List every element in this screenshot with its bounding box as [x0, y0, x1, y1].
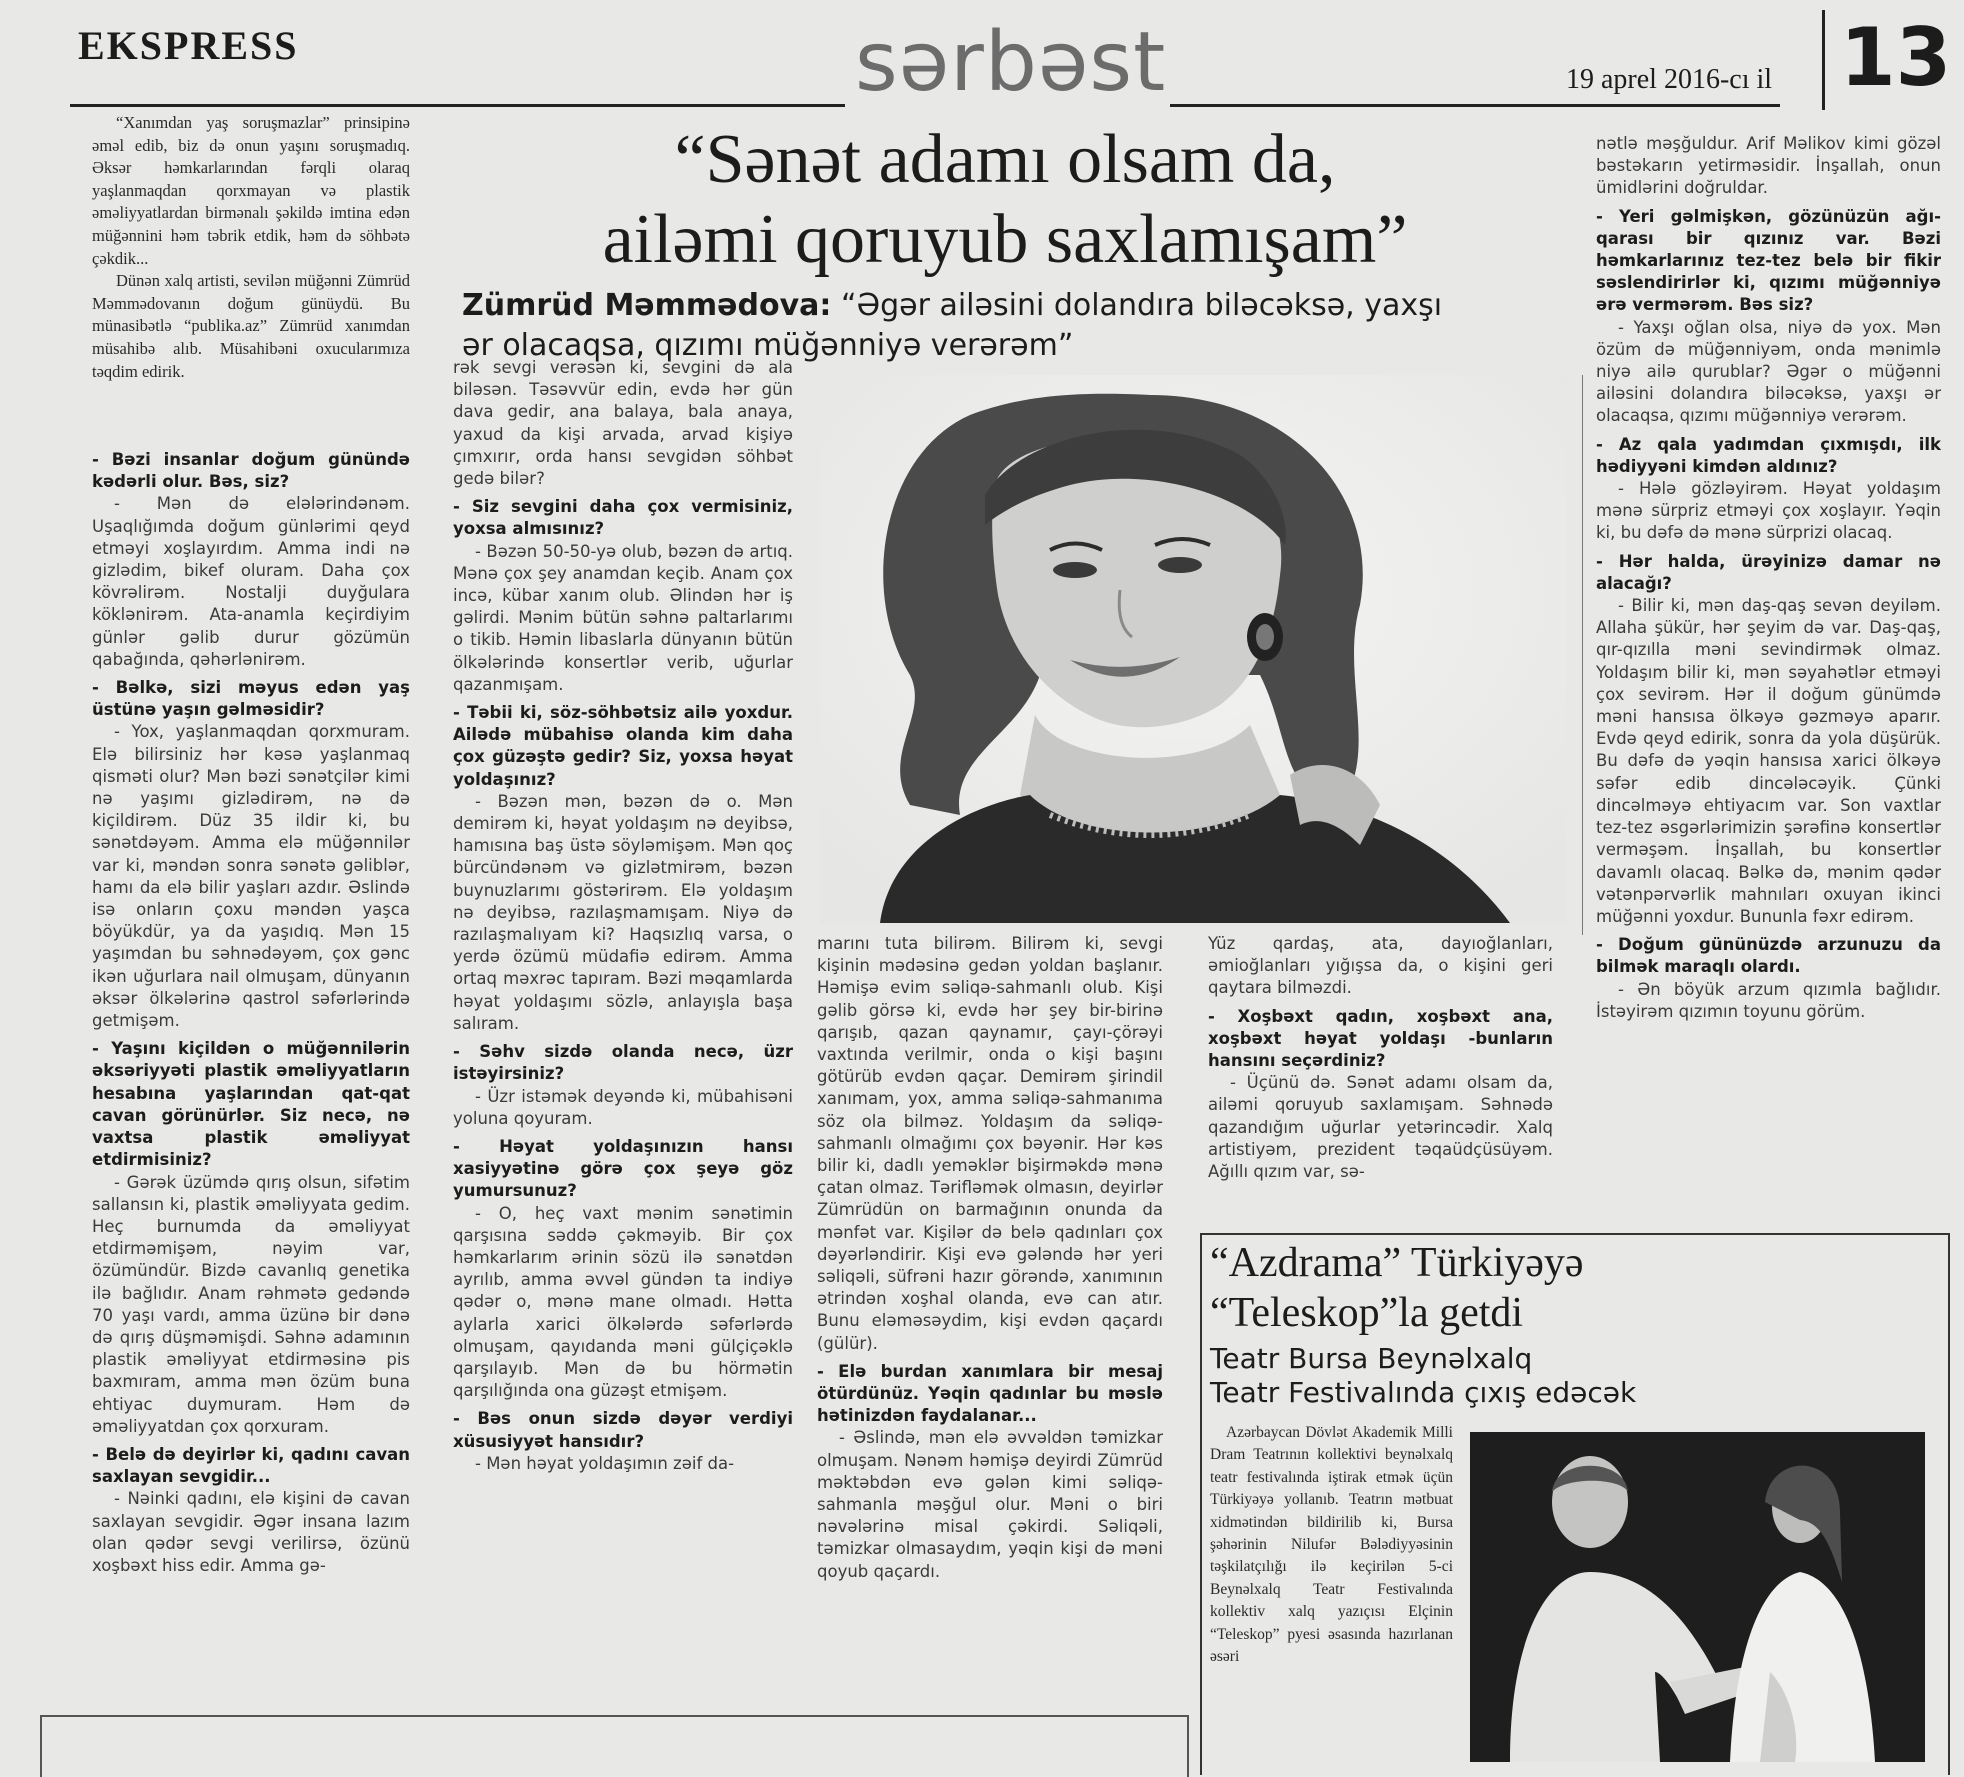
interview-answer: - Üzr istəmək deyəndə ki, mübahisəni yoluna qoyuram. [453, 1086, 793, 1128]
column-rule [1582, 375, 1583, 935]
article-intro [92, 112, 410, 383]
portrait-photo [820, 375, 1566, 923]
masthead-rule-right [1170, 104, 1780, 107]
interview-answer: - Bəzən 50-50-yə olub, bəzən də artıq. Mənə çox şey anamdan keçib. Anam çox incə, kübar xanım olub. Əlindən hər iş gəlirdi. Mənim bütün səhnə paltarlarımı o tikib. Həmin libaslarla dünyanın bütün ölkələrində konsertlər verib, uğurlar qazanmışam. [453, 541, 793, 694]
sidebar-body: Azərbaycan Dövlət Akademik Milli Dram Teatrının kollektivi beynəlxalq teatr festivalında iştirak etmək üçün Türkiyəyə yollanıb. Teatrın mətbuat xidmətindən bildirilib ki, Bursa şəhərinin Nilufər Bələdiyyəsinin təşkilatçılığı ilə keçirilən 5-ci Beynəlxalq Teatr Festivalında kollektiv xalq yazıçısı Elçinin “Teleskop” pyesi əsasında hazırlanan əsəri [1210, 1424, 1453, 1666]
interview-answer: - Əslində, mən elə əvvəldən təmizkar olmuşam. Nənəm həmişə deyirdi Zümrüd məktəbdən evə gələn kimi səliqə-sahmanla məşğul olur. Məni o biri nəvələrinə misal çəkirdi. Səliqəli, təmizkar olmasaydım, yəqin kişi də məni qoyub qaçardı. [817, 1428, 1163, 1581]
interview-answer: - Hələ gözləyirəm. Həyat yoldaşım mənə sürpriz etməyi çox xoşlayır. Yəqin ki, bu dəfə də mənə sürprizi olacaq. [1596, 479, 1941, 543]
interview-answer: marını tuta bilirəm. Bilirəm ki, sevgi kişinin mədəsinə gedən yoldan başlanır. Həmişə evim səliqə-sahmanlı olub. Kişi gəlib görsə ki, evdə hər şey bir-birinə qarışıb, qazan qaynamır, çayı-çörəyi vaxtında verilmir, onda o kişi başını götürüb evdən qaçar. Demirəm şirindil xanımam, yox, amma səliqə-sahmanıma söz ola bilməz. Yoldaşım da səliqə-sahmanlı olmağımı çox bəyənir. Hər kəs bilir ki, dadlı yeməklər bişirməkdə mənə çatan olmaz. Tərifləmək olmasın, deyirlər Zümrüdün on barmağının onunda da mənfət var. Kişilər də belə qadınları çox dəyərləndirir. Kişi evə gələndə hər yeri səliqəli, süfrəni hazır görəndə, xanımının ətrindən xoşhal olanda, evə can atır. Bunu eləməsəydim, kişi evdən qaçardı (gülür). [817, 934, 1163, 1353]
interview-question: - Belə də deyirlər ki, qadını cavan saxlayan sevgidir... [92, 1444, 410, 1487]
article-subhead [462, 286, 1462, 366]
interview-answer: - Ən böyük arzum qızımla bağlıdır. İstəyirəm qızımın toyunu görüm. [1596, 979, 1941, 1021]
masthead-rule-left [70, 104, 845, 107]
intro-paragraph: “Xanımdan yaş soruşmazlar” prinsipinə əməl edib, biz də onun yaşını soruşmadıq. Əksər həmkarlarından fərqli olaraq yaşlanmaqdan qorxmayan və plastik əməliyyatlardan birmənalı şəkildə imtina edən müğənnini həm təbrik etdik, həm də söhbətə çəkdik... [92, 113, 410, 268]
sidebar-subtitle-line: Teatr Festivalında çıxış edəcək [1210, 1376, 1637, 1409]
interview-answer: - Gərək üzümdə qırış olsun, sifətim sallansın ki, plastik əməliyyata gedim. Heç burnumda da əməliyyat etdirməmişəm, nəyim var, özümündür. Bizdə cavanlıq genetika ilə bağlıdır. Anam rəhmətə gedəndə 70 yaşı vardı, amma üzünə bir dənə də qırış düşməmişdi. Səhnə adamının plastik əməliyyat etdirməsinə pis baxmıram, amma mən özüm buna ehtiyac duymuram. Həm də əməliyyatdan çox qorxuram. [92, 1172, 410, 1436]
article-headline [440, 120, 1570, 280]
issue-date: 19 aprel 2016-cı il [1566, 64, 1773, 95]
headline-line: ailəmi qoruyub saxlamışam” [602, 201, 1408, 278]
interview-question: - Bəs onun sizdə dəyər verdiyi xüsusiyyət hansıdır? [453, 1409, 793, 1451]
subhead-quote: “Əgər ailəsini dolandıra biləcəksə, yaxşı ər olacaqsa, qızımı müğənniyə verərəm” [462, 288, 1443, 363]
article-column-1 [92, 443, 410, 1577]
interview-answer: - Bilir ki, mən daş-qaş sevən deyiləm. Allaha şükür, hər şeyim də var. Daş-qaş, qır-qızılla məni sevindirmək olmaz. Yoldaşım bilir ki, mən səyahətlər etməyi çox sevirəm. Hər il doğum günümdə məni hansısa ölkəyə gəzməyə aparır. Evdə qeyd edirik, sonra da yola düşürük. Bu dəfə də yəqin hansısa xarici ölkəyə səfər edib dincələcəyik. Çünki dincəlməyə ehtiyacım var. Son vaxtlar tez-tez əsgərlərimizin şərəfinə konsertlər verməşəm. İnşallah, bu konsertlər davamlı olacaq. Bəlkə də, mənim qədər vətənpərvərlik mahnıları oxuyan ikinci müğənni yoxdur. Bununla fəxr edirəm. [1596, 596, 1941, 926]
interview-question: - Həyat yoldaşınızın hansı xasiyyətinə görə çox şeyə göz yumursunuz? [453, 1136, 793, 1201]
page-number: 13 [1840, 11, 1952, 104]
interview-question: - Səhv sizdə olanda necə, üzr istəyirsiniz? [453, 1042, 793, 1084]
article-column-3 [817, 933, 1163, 1583]
theatre-photo [1470, 1432, 1925, 1762]
subhead-name: Zümrüd Məmmədova: [462, 288, 832, 323]
article-column-2 [453, 357, 793, 1475]
interview-answer: - Mən də elələrindənəm. Uşaqlığımda doğum günlərimi qeyd etməyi xoşlayırdım. Amma indi nə gizlədim, bikef oluram. Daha çox kövrəlirəm. Nostalji duyğulara köklənirəm. Ata-anamla keçirdiyim günlər gəlib durur gözümün qabağında, qəhərlənirəm. [92, 494, 410, 669]
interview-question: - Yeri gəlmişkən, gözünüzün ağı-qarası bir qızınız var. Bəzi həmkarlarınız tez-tez belə bir fikir səslendirirlər ki, qızımı müğənniyə ərə vermərəm. Bəs siz? [1596, 206, 1941, 315]
interview-answer: - Mən həyat yoldaşımın zəif da- [475, 1453, 735, 1473]
sidebar-title-line: “Teleskop”la getdi [1210, 1290, 1524, 1336]
page-number-divider [1822, 10, 1825, 110]
interview-answer: - Üçünü də. Sənət adamı olsam da, ailəmi qoruyub saxlamışam. Səhnədə qazandığım uğurlar yetərincədir. Xalq artistiyəm, prezident təqaüdçüsüyəm. Ağıllı qızım var, sə- [1208, 1073, 1553, 1182]
interview-answer: Yüz qardaş, ata, dayıoğlanları, əmioğlanları yığışsa da, o kişini geri qaytara bilməzdi. [1208, 934, 1553, 998]
article-column-4 [1208, 933, 1553, 1183]
section-title: sərbəst [855, 15, 1167, 110]
interview-question: - Hər halda, ürəyinizə damar nə alacağı? [1596, 551, 1941, 593]
interview-answer: - Yaxşı oğlan olsa, niyə də yox. Mən özüm də müğənniyəm, onda mənimlə niyə ailə qurublar? Əgər o müğənni ailəsini dolandıra biləcəksə, yaxşı ər olacaqsa, qızımı müğənniyə verərəm. [1596, 317, 1941, 426]
bottom-advert-frame [40, 1715, 1189, 1777]
intro-paragraph: Dünən xalq artisti, sevilən müğənni Zümrüd Məmmədovanın doğum günüydü. Bu münasibətlə “publika.az” Zümrüd xanımdan müsahibə alıb. Müsahibəni oxucularımıza təqdim edirik. [92, 271, 410, 381]
interview-question: - Təbii ki, söz-söhbətsiz ailə yoxdur. Ailədə mübahisə olanda kim daha çox güzəştə gedir? Siz, yoxsa həyat yoldaşınız? [453, 703, 793, 789]
interview-question: - Elə burdan xanımlara bir mesaj ötürdünüz. Yəqin qadınlar bu məslə hətinizdən faydalanar... [817, 1361, 1163, 1426]
interview-question: - Az qala yadımdan çıxmışdı, ilk hədiyyəni kimdən aldınız? [1596, 434, 1941, 476]
interview-question: - Bəzi insanlar doğum günündə kədərli olur. Bəs, siz? [92, 450, 410, 492]
sidebar-title-line: “Azdrama” Türkiyəyə [1210, 1240, 1584, 1286]
article-column-5 [1596, 133, 1941, 1023]
interview-question: - Doğum gününüzdə arzunuzu da bilmək maraqlı olardı. [1596, 935, 1941, 977]
interview-answer: nətlə məşğuldur. Arif Məlikov kimi gözəl bəstəkarın yetirməsidir. İnşallah, onun ümidlərini doğruldar. [1596, 134, 1941, 198]
interview-answer: - Nəinki qadını, elə kişini də cavan saxlayan sevgidir. Əgər insana lazım olan qədər sevgi verilirsə, özünü xoşbəxt hiss edir. Amma gə- [92, 1489, 410, 1575]
sidebar-subtitle [1210, 1342, 1770, 1410]
interview-question: - Bəlkə, sizi məyus edən yaş üstünə yaşın gəlməsidir? [92, 678, 410, 720]
interview-question: - Xoşbəxt qadın, xoşbəxt ana, xoşbəxt həyat yoldaşı -bunların hansını seçərdiniz? [1208, 1006, 1553, 1071]
interview-question: - Siz sevgini daha çox vermisiniz, yoxsa almısınız? [453, 497, 793, 539]
interview-answer: - O, heç vaxt mənim sənətimin qarşısına səddə çəkməyib. Bir çox həmkarlarım ərinin sözü ilə sənətdən ayrılıb, amma əvvəl gündən ta indiyə qədər o, mənə mane olmadı. Hətta aylarla xarici ölkələrdə səfərlərdə olmuşam, qayıdanda məni gülçiçəklə qarşılayıb. Mən də bu hörmətin qarşılığında ona güzəşt etmişəm. [453, 1203, 793, 1401]
sidebar-subtitle-line: Teatr Bursa Beynəlxalq [1210, 1342, 1533, 1375]
interview-answer: - Yox, yaşlanmaqdan qorxmuram. Elə bilirsiniz hər kəsə yaşlanmaq qisməti olur? Mən bəzi sənətçilər kimi nə yaşımı gizlədirəm, nə də kiçildirəm. Düz 35 ildir ki, bu sənətdəyəm. Amma elə müğənnilər var ki, məndən sonra sənətə gəliblər, hamı da elə bilir yaşları azdır. Əslində isə onların çoxu məndən yaşca böyükdür, ya da yaşıdıq. Mən 15 yaşımdan bu səhnədəyəm, çox gənc ikən uğurlara nail olmuşam, dünyanın əksər ölkələrinə qastrol səfərlərində getmişəm. [92, 722, 410, 1031]
sidebar-title [1210, 1238, 1810, 1338]
headline-line: “Sənət adamı olsam da, [674, 121, 1336, 198]
interview-question: - Yaşını kiçildən o müğənnilərin əksəriyyəti plastik əməliyyatların hesabına yaşlarından qat-qat cavan görünürlər. Siz necə, nə vaxtsa plastik əməliyyat etdirmisiniz? [92, 1039, 410, 1170]
newspaper-name: EKSPRESS [78, 23, 299, 68]
interview-answer: - Bəzən mən, bəzən də o. Mən demirəm ki, həyat yoldaşım nə deyibsə, hamısına baş üstə söyləmişəm. Mən qoç bürcündənəm və gizlətmirəm, bəzən buynuzlarımı göstərirəm. Elə yoldaşım nə deyibsə, razılaşmamışam. Niyə də razılaşmalıyam ki? Haqsızlıq varsa, o yerdə özümü müdafiə edirəm. Amma ortaq məxrəc tapıram. Bəzi məqamlarda həyat yoldaşımı sözlə, anlayışla başa salıram. [453, 791, 793, 1033]
interview-answer: rək sevgi verəsən ki, sevgini də ala biləsən. Təsəvvür edin, evdə hər gün dava gedir, ana balaya, bala anaya, yaxud da kişi arvada, arvad kişiyə çımxırır, orda hansı sevgidən söhbət gedə bilər? [453, 358, 793, 489]
